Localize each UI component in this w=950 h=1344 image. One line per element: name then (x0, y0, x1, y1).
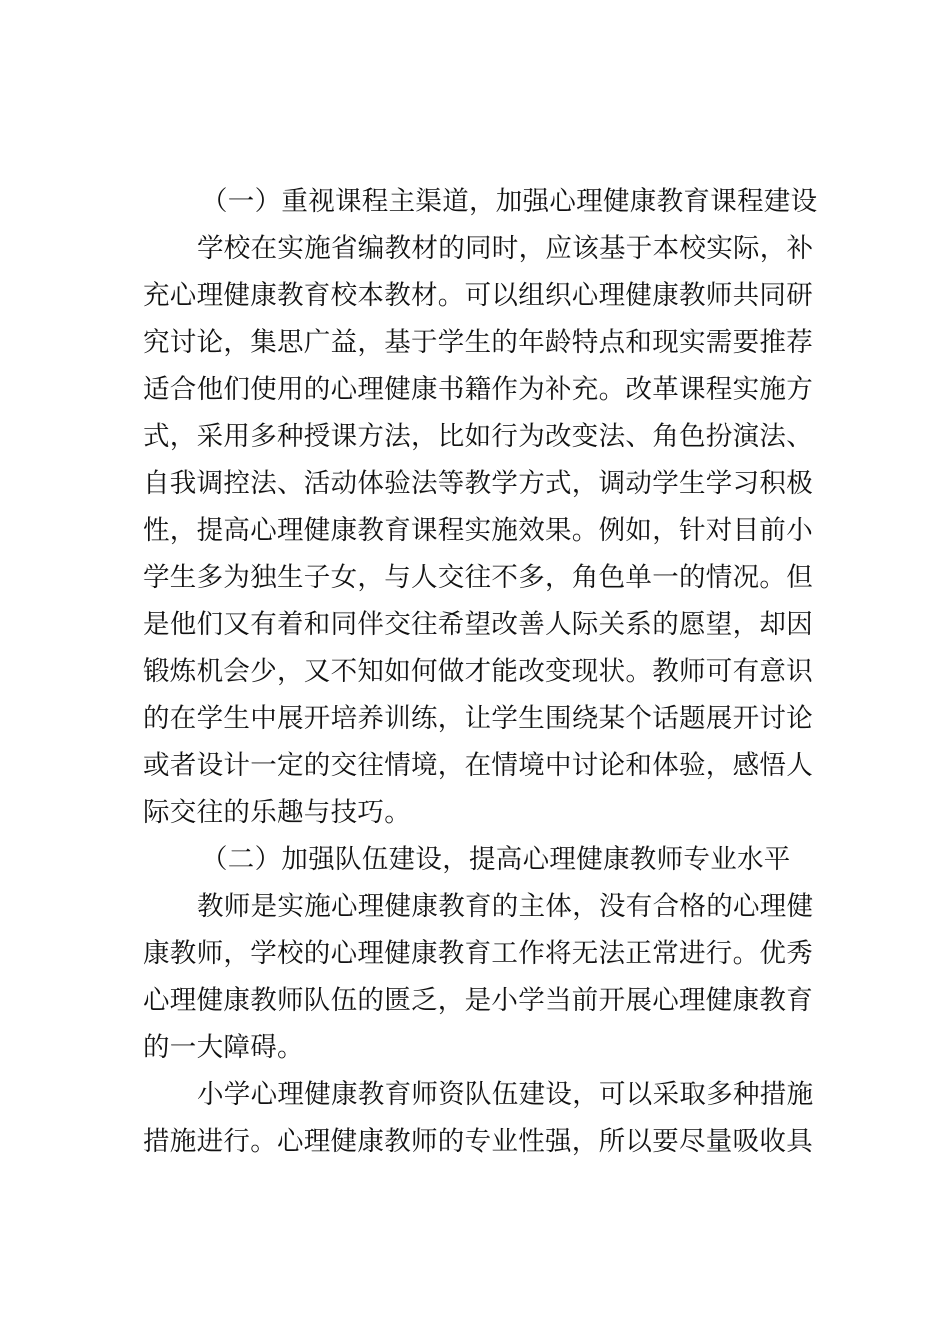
paragraph-line: 式，采用多种授课方法，比如行为改变法、角色扮演法、 (143, 421, 813, 452)
paragraph-line: 际交往的乐趣与技巧。 (143, 797, 411, 828)
paragraph-line: 学生多为独生子女，与人交往不多，角色单一的情况。但 (143, 562, 813, 593)
paragraph-line: 措施进行。心理健康教师的专业性强，所以要尽量吸收具 (143, 1126, 813, 1157)
paragraph-line: 充心理健康教育校本教材。可以组织心理健康教师共同研 (143, 280, 813, 311)
paragraph-2 (143, 883, 814, 1071)
paragraph-line: 小学心理健康教育师资队伍建设，可以采取多种措施 (197, 1079, 814, 1110)
paragraph-3 (143, 1071, 814, 1165)
paragraph-line: 康教师，学校的心理健康教育工作将无法正常进行。优秀 (143, 938, 813, 969)
document-page (143, 178, 818, 1165)
paragraph-line: 的在学生中展开培养训练，让学生围绕某个话题展开讨论 (143, 703, 813, 734)
paragraph-line: 的一大障碍。 (143, 1032, 304, 1063)
paragraph-line: 性，提高心理健康教育课程实施效果。例如，针对目前小 (143, 515, 813, 546)
paragraph-line: 究讨论，集思广益，基于学生的年龄特点和现实需要推荐 (143, 327, 813, 358)
paragraph-line: 锻炼机会少，又不知如何做才能改变现状。教师可有意识 (143, 656, 813, 687)
paragraph-line: 自我调控法、活动体验法等教学方式，调动学生学习积极 (143, 468, 813, 499)
paragraph-1 (143, 225, 814, 836)
paragraph-line: 是他们又有着和同伴交往希望改善人际关系的愿望，却因 (143, 609, 813, 640)
paragraph-line: 适合他们使用的心理健康书籍作为补充。改革课程实施方 (143, 374, 813, 405)
section-heading-2: （二）加强队伍建设，提高心理健康教师专业水平 (201, 844, 791, 875)
paragraph-line: 学校在实施省编教材的同时，应该基于本校实际，补 (197, 233, 814, 264)
paragraph-line: 或者设计一定的交往情境，在情境中讨论和体验，感悟人 (143, 750, 813, 781)
section-heading-1: （一）重视课程主渠道，加强心理健康教育课程建设 (201, 186, 818, 217)
paragraph-line: 教师是实施心理健康教育的主体，没有合格的心理健 (197, 891, 814, 922)
paragraph-line: 心理健康教师队伍的匮乏，是小学当前开展心理健康教育 (143, 985, 813, 1016)
